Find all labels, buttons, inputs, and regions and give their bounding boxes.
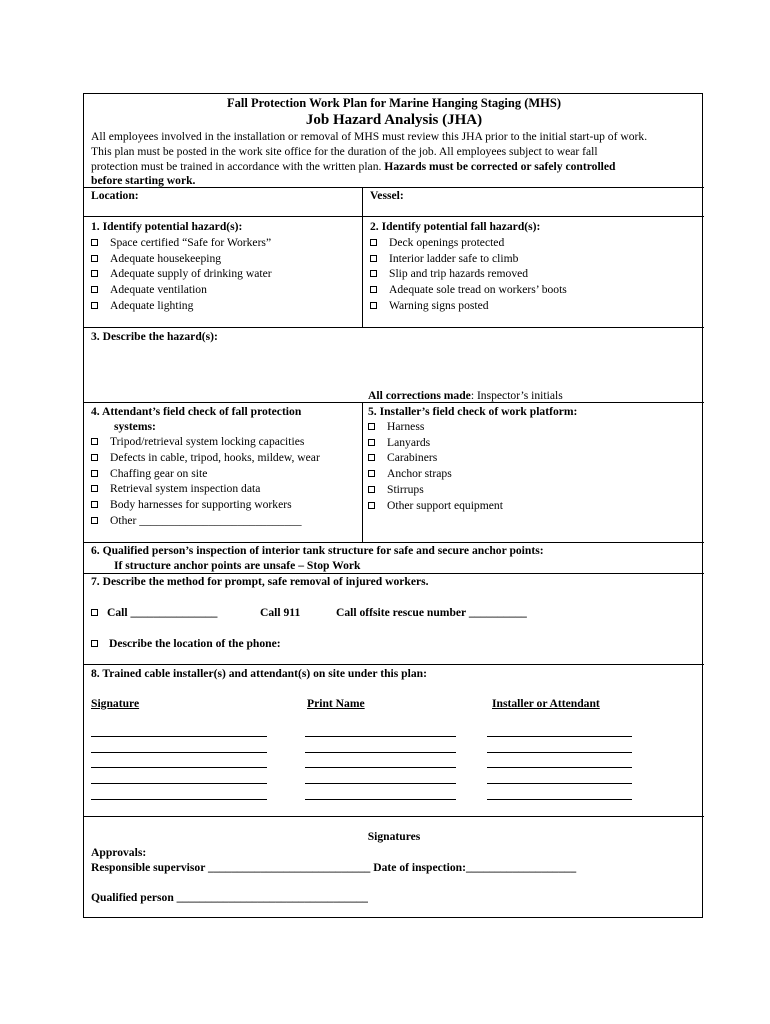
form-subtitle: Job Hazard Analysis (JHA) <box>305 112 483 128</box>
checkbox-icon[interactable] <box>91 270 98 277</box>
checkbox-icon[interactable] <box>91 438 98 445</box>
hazard-checkbox-item[interactable]: Adequate lighting <box>91 299 193 313</box>
installer-checkbox-item[interactable]: Other support equipment <box>368 499 503 513</box>
fall-hazard-checkbox-item[interactable]: Interior ladder safe to climb <box>370 252 518 266</box>
section8-heading: 8. Trained cable installer(s) and attendant(s) on site under this plan: <box>91 667 427 680</box>
checkbox-icon[interactable] <box>91 640 98 647</box>
role-column-header: Installer or Attendant <box>492 697 600 710</box>
print-name-line[interactable] <box>305 783 456 784</box>
section1-heading: 1. Identify potential hazard(s): <box>91 220 243 233</box>
fall-hazard-checkbox-item[interactable]: Adequate sole tread on workers’ boots <box>370 283 567 297</box>
intro-line-4: before starting work. <box>91 174 196 187</box>
section4-heading-cont: systems: <box>114 420 156 433</box>
checkbox-icon[interactable] <box>91 609 98 616</box>
role-line[interactable] <box>487 783 632 784</box>
checkbox-icon[interactable] <box>368 454 375 461</box>
jha-form <box>83 93 703 918</box>
checkbox-icon[interactable] <box>368 423 375 430</box>
role-line[interactable] <box>487 767 632 768</box>
attendant-checkbox-item[interactable]: Retrieval system inspection data <box>91 482 260 496</box>
hazard-checkbox-item[interactable]: Adequate supply of drinking water <box>91 267 272 281</box>
print-name-line[interactable] <box>305 752 456 753</box>
signature-line[interactable] <box>91 752 267 753</box>
divider-vertical-top <box>362 187 363 327</box>
form-title: Fall Protection Work Plan for Marine Hanging Staging (MHS) <box>226 96 562 110</box>
offsite-rescue-text: Call offsite rescue number __________ <box>336 606 527 619</box>
signatures-heading: Signatures <box>367 830 421 843</box>
attendant-checkbox-item[interactable]: Chaffing gear on site <box>91 467 207 481</box>
responsible-supervisor-line[interactable]: Responsible supervisor ____________________________ Date of inspection:___________________ <box>91 861 577 874</box>
section6-line1: 6. Qualified person’s inspection of interior tank structure for safe and secure anchor points: <box>91 544 544 557</box>
checkbox-icon[interactable] <box>91 501 98 508</box>
checkbox-icon[interactable] <box>368 502 375 509</box>
hazard-checkbox-item[interactable]: Space certified “Safe for Workers” <box>91 236 271 250</box>
checkbox-icon[interactable] <box>370 302 377 309</box>
installer-checkbox-item[interactable]: Harness <box>368 420 424 434</box>
fall-hazard-checkbox-item[interactable]: Slip and trip hazards removed <box>370 267 528 281</box>
checkbox-icon[interactable] <box>91 286 98 293</box>
fall-hazard-checkbox-item[interactable]: Deck openings protected <box>370 236 504 250</box>
divider-section4-top <box>84 402 704 403</box>
installer-checkbox-item[interactable]: Anchor straps <box>368 467 452 481</box>
print-name-line[interactable] <box>305 767 456 768</box>
section7-heading: 7. Describe the method for prompt, safe removal of injured workers. <box>91 575 429 588</box>
role-line[interactable] <box>487 736 632 737</box>
divider-section6-top <box>84 542 704 543</box>
checkbox-icon[interactable] <box>91 239 98 246</box>
checkbox-icon[interactable] <box>91 302 98 309</box>
divider-location-top <box>84 187 704 188</box>
installer-checkbox-item[interactable]: Lanyards <box>368 436 430 450</box>
print-name-line[interactable] <box>305 736 456 737</box>
installer-checkbox-item[interactable]: Carabiners <box>368 451 437 465</box>
attendant-checkbox-item[interactable]: Body harnesses for supporting workers <box>91 498 292 512</box>
location-label: Location: <box>91 189 139 202</box>
call-911-text: Call 911 <box>260 606 301 619</box>
call-option[interactable]: Call _______________ <box>91 606 217 620</box>
vessel-label: Vessel: <box>370 189 404 202</box>
checkbox-icon[interactable] <box>368 470 375 477</box>
checkbox-icon[interactable] <box>368 439 375 446</box>
print-name-column-header: Print Name <box>307 697 365 710</box>
section3-heading: 3. Describe the hazard(s): <box>91 330 218 343</box>
attendant-checkbox-item[interactable]: Tripod/retrieval system locking capacities <box>91 435 304 449</box>
intro-line-2: This plan must be posted in the work site office for the duration of the job. All employees subject to wear fall <box>91 145 598 158</box>
intro-line-1: All employees involved in the installation or removal of MHS must review this JHA prior to the initial start-up of work. <box>91 130 648 143</box>
signature-column-header: Signature <box>91 697 140 710</box>
checkbox-icon[interactable] <box>91 470 98 477</box>
role-line[interactable] <box>487 752 632 753</box>
phone-location-option[interactable]: Describe the location of the phone: <box>91 637 281 651</box>
attendant-checkbox-item[interactable]: Other ____________________________ <box>91 514 302 528</box>
checkbox-icon[interactable] <box>370 239 377 246</box>
signature-line[interactable] <box>91 783 267 784</box>
section4-heading: 4. Attendant’s field check of fall protection <box>91 405 302 418</box>
hazard-checkbox-item[interactable]: Adequate ventilation <box>91 283 207 297</box>
checkbox-icon[interactable] <box>368 486 375 493</box>
divider-vertical-mid <box>362 402 363 542</box>
fall-hazard-checkbox-item[interactable]: Warning signs posted <box>370 299 489 313</box>
divider-signatures-top <box>84 816 704 817</box>
checkbox-icon[interactable] <box>91 517 98 524</box>
checkbox-icon[interactable] <box>91 454 98 461</box>
role-line[interactable] <box>487 799 632 800</box>
divider-section7-top <box>84 573 704 574</box>
checkbox-icon[interactable] <box>370 270 377 277</box>
print-name-line[interactable] <box>305 799 456 800</box>
divider-section8-top <box>84 664 704 665</box>
signature-line[interactable] <box>91 767 267 768</box>
signature-line[interactable] <box>91 736 267 737</box>
section2-heading: 2. Identify potential fall hazard(s): <box>370 220 541 233</box>
qualified-person-line[interactable]: Qualified person _________________________________ <box>91 891 368 904</box>
corrections-made: All corrections made: Inspector’s initials <box>368 389 563 402</box>
hazard-checkbox-item[interactable]: Adequate housekeeping <box>91 252 221 266</box>
attendant-checkbox-item[interactable]: Defects in cable, tripod, hooks, mildew, wear <box>91 451 320 465</box>
intro-line-3: protection must be trained in accordance with the written plan. Hazards must be corrected or safely controlled <box>91 160 616 173</box>
checkbox-icon[interactable] <box>370 286 377 293</box>
section5-heading: 5. Installer’s field check of work platform: <box>368 405 578 418</box>
section6-line2: If structure anchor points are unsafe – Stop Work <box>114 559 361 572</box>
checkbox-icon[interactable] <box>91 255 98 262</box>
installer-checkbox-item[interactable]: Stirrups <box>368 483 424 497</box>
signature-line[interactable] <box>91 799 267 800</box>
divider-sections-1-2 <box>84 216 704 217</box>
approvals-label: Approvals: <box>91 846 147 859</box>
checkbox-icon[interactable] <box>370 255 377 262</box>
divider-section3-top <box>84 327 704 328</box>
checkbox-icon[interactable] <box>91 485 98 492</box>
